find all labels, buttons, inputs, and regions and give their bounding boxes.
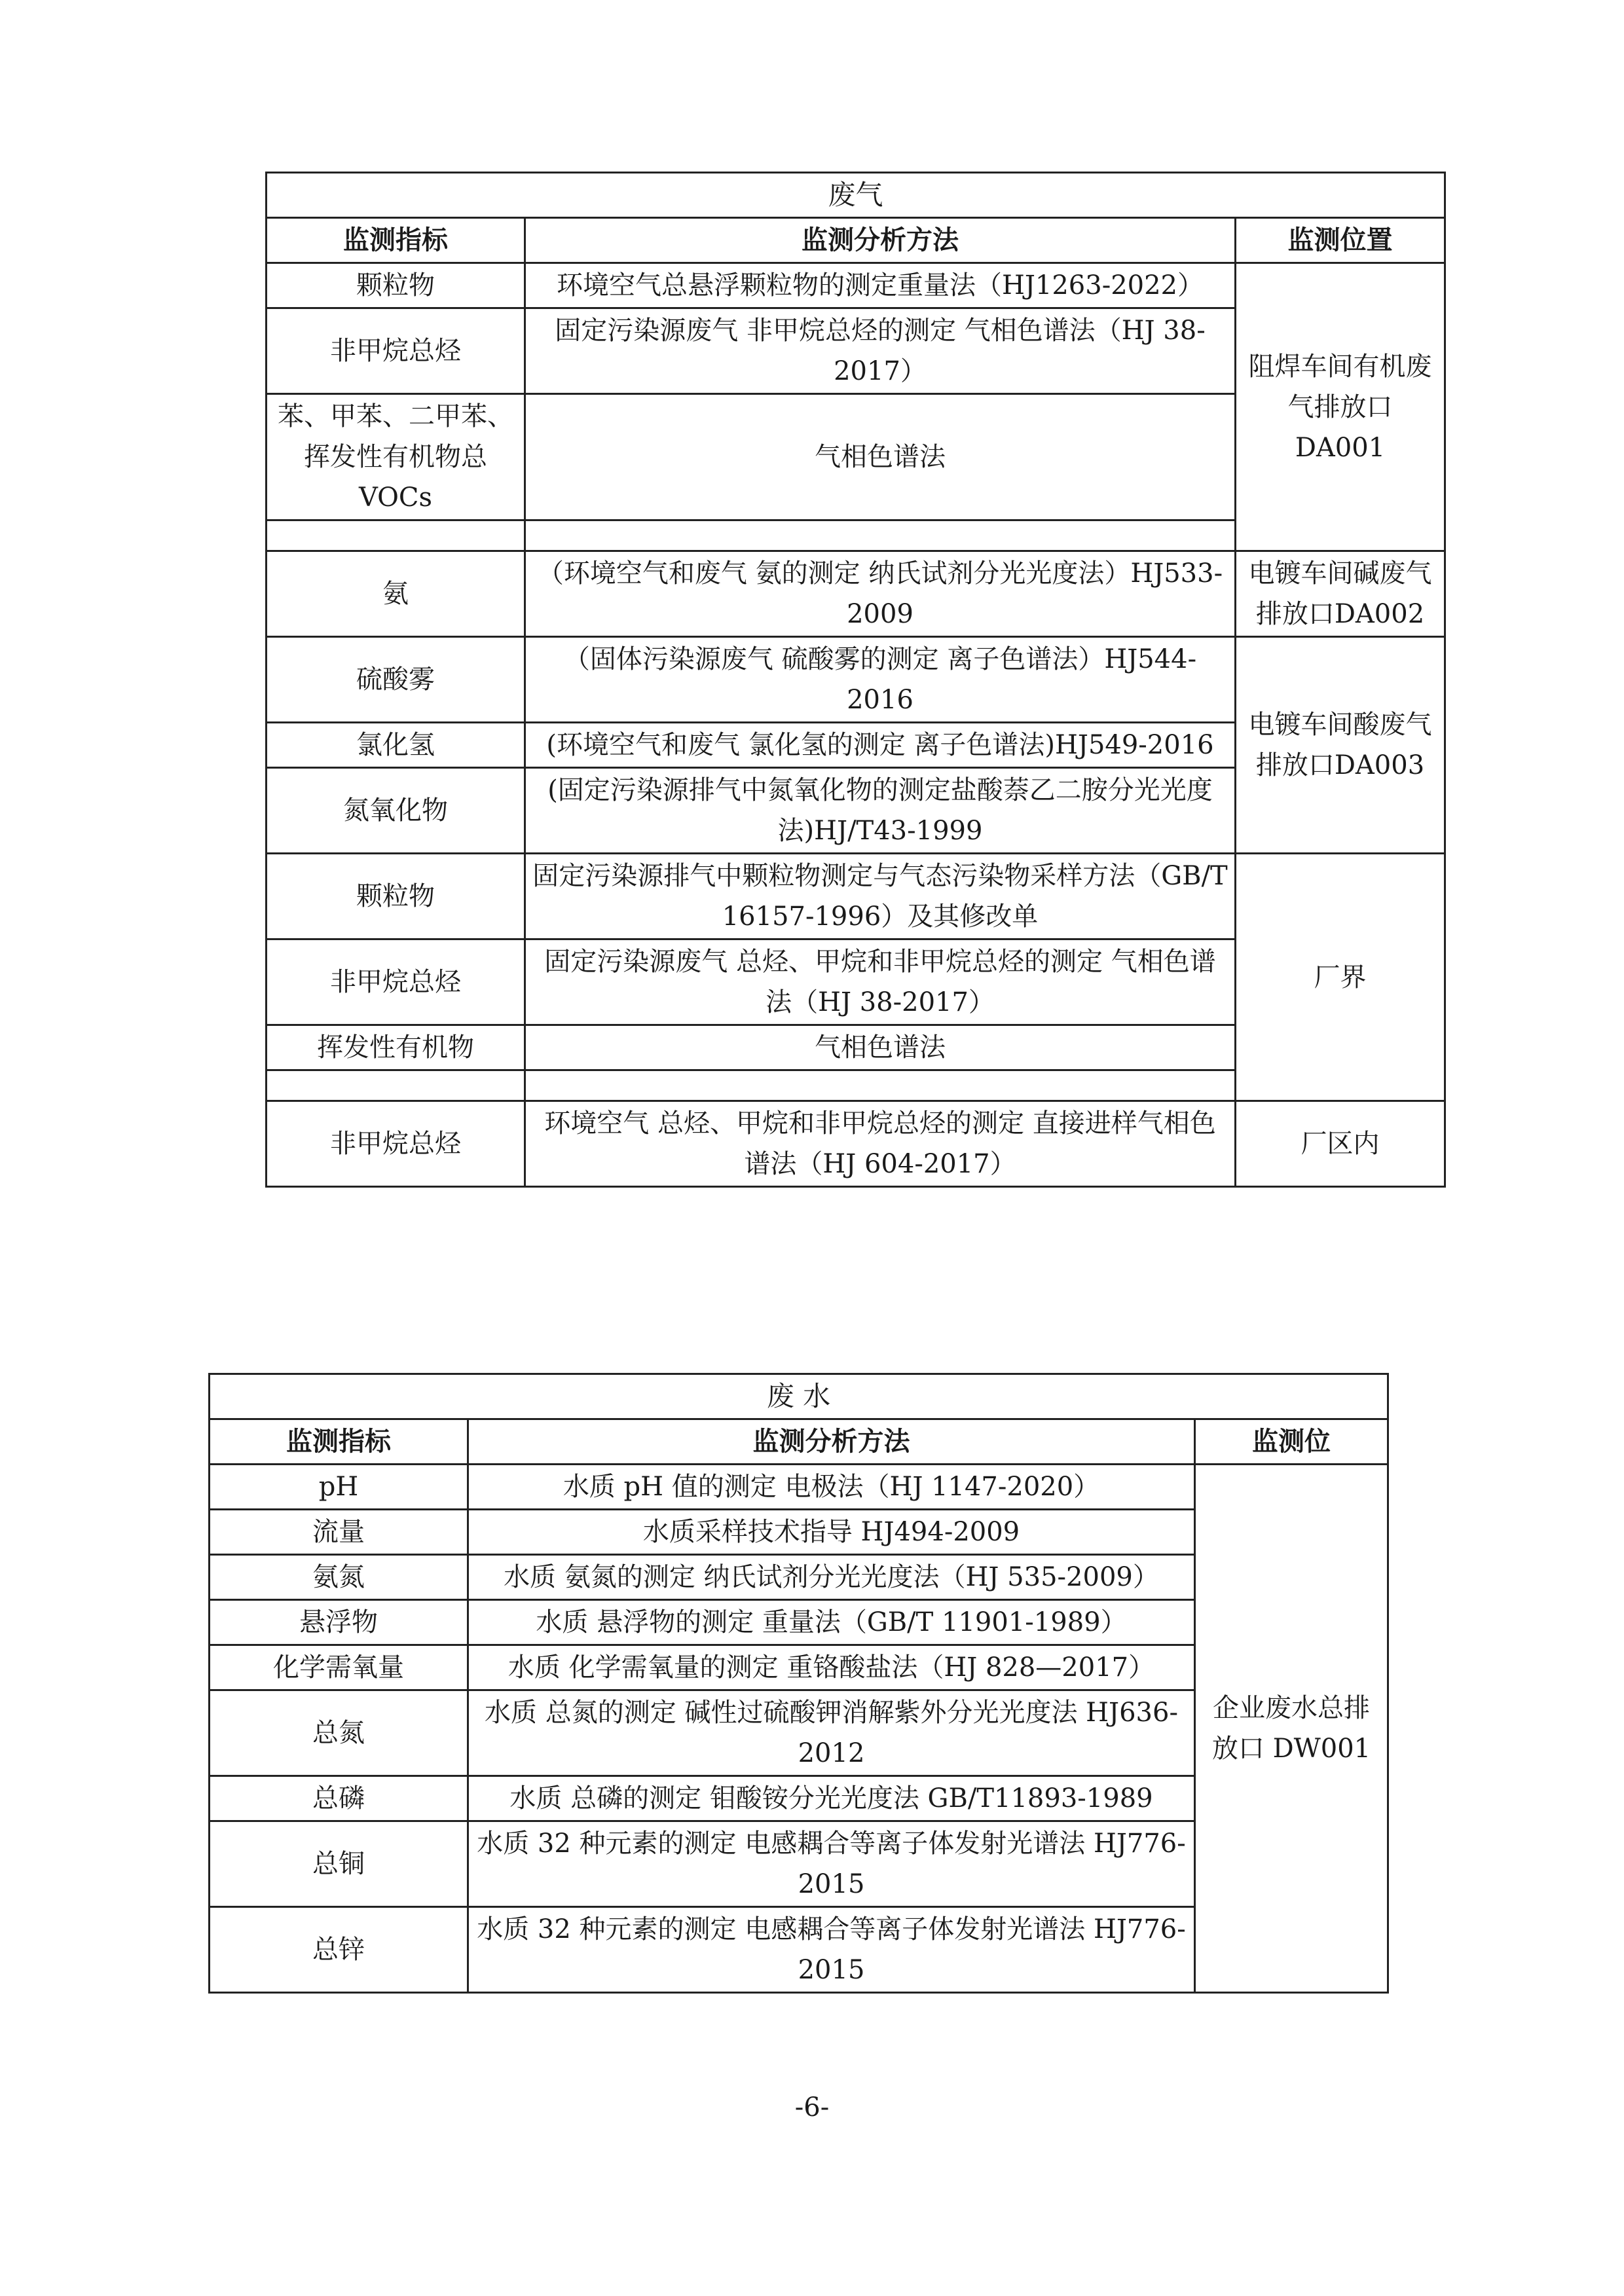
- table-row: [267, 1101, 1445, 1187]
- method-cell: 水质 悬浮物的测定 重量法（GB/T 11901-1989）: [468, 1600, 1195, 1645]
- indicator-cell: 非甲烷总烃: [267, 1101, 525, 1187]
- location-cell: 厂界: [1236, 854, 1445, 1101]
- indicator-cell: 颗粒物: [267, 854, 525, 939]
- waste-water-table: [208, 1373, 1389, 1994]
- method-cell: 水质 总氮的测定 碱性过硫酸钾消解紫外分光光度法 HJ636-2012: [468, 1690, 1195, 1776]
- page-number: -6-: [794, 2092, 830, 2123]
- table-row: [210, 1465, 1388, 1510]
- method-cell: （环境空气和废气 氨的测定 纳氏试剂分光光度法）HJ533-2009: [525, 551, 1236, 637]
- method-cell: 气相色谱法: [525, 1025, 1236, 1070]
- indicator-cell: 总氮: [210, 1690, 468, 1776]
- location-cell: 企业废水总排放口 DW001: [1195, 1465, 1388, 1993]
- method-cell: [525, 520, 1236, 551]
- method-cell: 固定污染源废气 总烃、甲烷和非甲烷总烃的测定 气相色谱法（HJ 38-2017）: [525, 939, 1236, 1025]
- indicator-cell: 悬浮物: [210, 1600, 468, 1645]
- location-cell: 阻焊车间有机废气排放口DA001: [1236, 263, 1445, 551]
- method-cell: (固定污染源排气中氮氧化物的测定盐酸萘乙二胺分光光度法)HJ/T43-1999: [525, 768, 1236, 854]
- location-cell: 厂区内: [1236, 1101, 1445, 1187]
- indicator-cell: 苯、甲苯、二甲苯、挥发性有机物总VOCs: [267, 394, 525, 520]
- header-row: [267, 218, 1445, 263]
- indicator-cell: [267, 1070, 525, 1101]
- waste-gas-table: [265, 172, 1446, 1188]
- method-cell: 水质 pH 值的测定 电极法（HJ 1147-2020）: [468, 1465, 1195, 1510]
- table-row: [267, 263, 1445, 308]
- table-row: [267, 551, 1445, 637]
- header-row: [210, 1419, 1388, 1465]
- header-method: 监测分析方法: [525, 218, 1236, 263]
- indicator-cell: 氮氧化物: [267, 768, 525, 854]
- indicator-cell: 氨氮: [210, 1555, 468, 1600]
- indicator-cell: 总铜: [210, 1821, 468, 1907]
- method-cell: 气相色谱法: [525, 394, 1236, 520]
- indicator-cell: 氯化氢: [267, 723, 525, 768]
- header-location: 监测位: [1195, 1419, 1388, 1465]
- indicator-cell: 总磷: [210, 1776, 468, 1821]
- method-cell: 水质 32 种元素的测定 电感耦合等离子体发射光谱法 HJ776-2015: [468, 1907, 1195, 1993]
- indicator-cell: 挥发性有机物: [267, 1025, 525, 1070]
- indicator-cell: 化学需氧量: [210, 1645, 468, 1690]
- indicator-cell: [267, 520, 525, 551]
- header-location: 监测位置: [1236, 218, 1445, 263]
- table-row: [267, 854, 1445, 939]
- method-cell: 环境空气 总烃、甲烷和非甲烷总烃的测定 直接进样气相色谱法（HJ 604-2017）: [525, 1101, 1236, 1187]
- indicator-cell: 氨: [267, 551, 525, 637]
- header-indicator: 监测指标: [267, 218, 525, 263]
- method-cell: 水质 32 种元素的测定 电感耦合等离子体发射光谱法 HJ776-2015: [468, 1821, 1195, 1907]
- method-cell: (环境空气和废气 氯化氢的测定 离子色谱法)HJ549-2016: [525, 723, 1236, 768]
- location-cell: 电镀车间碱废气排放口DA002: [1236, 551, 1445, 637]
- indicator-cell: 流量: [210, 1510, 468, 1555]
- table-title-row: [267, 173, 1445, 218]
- indicator-cell: 颗粒物: [267, 263, 525, 308]
- method-cell: （固体污染源废气 硫酸雾的测定 离子色谱法）HJ544-2016: [525, 637, 1236, 723]
- method-cell: 水质 化学需氧量的测定 重铬酸盐法（HJ 828—2017）: [468, 1645, 1195, 1690]
- method-cell: 固定污染源废气 非甲烷总烃的测定 气相色谱法（HJ 38-2017）: [525, 308, 1236, 394]
- method-cell: 固定污染源排气中颗粒物测定与气态污染物采样方法（GB/T 16157-1996）及其修改单: [525, 854, 1236, 939]
- method-cell: 环境空气总悬浮颗粒物的测定重量法（HJ1263-2022）: [525, 263, 1236, 308]
- table-title-row: [210, 1374, 1388, 1419]
- section-title: 废 水: [210, 1374, 1388, 1419]
- indicator-cell: 非甲烷总烃: [267, 939, 525, 1025]
- table-row: [267, 637, 1445, 723]
- indicator-cell: 总锌: [210, 1907, 468, 1993]
- header-method: 监测分析方法: [468, 1419, 1195, 1465]
- indicator-cell: pH: [210, 1465, 468, 1510]
- method-cell: [525, 1070, 1236, 1101]
- method-cell: 水质 氨氮的测定 纳氏试剂分光光度法（HJ 535-2009）: [468, 1555, 1195, 1600]
- section-title: 废气: [267, 173, 1445, 218]
- header-indicator: 监测指标: [210, 1419, 468, 1465]
- method-cell: 水质采样技术指导 HJ494-2009: [468, 1510, 1195, 1555]
- indicator-cell: 硫酸雾: [267, 637, 525, 723]
- location-cell: 电镀车间酸废气排放口DA003: [1236, 637, 1445, 854]
- method-cell: 水质 总磷的测定 钼酸铵分光光度法 GB/T11893-1989: [468, 1776, 1195, 1821]
- indicator-cell: 非甲烷总烃: [267, 308, 525, 394]
